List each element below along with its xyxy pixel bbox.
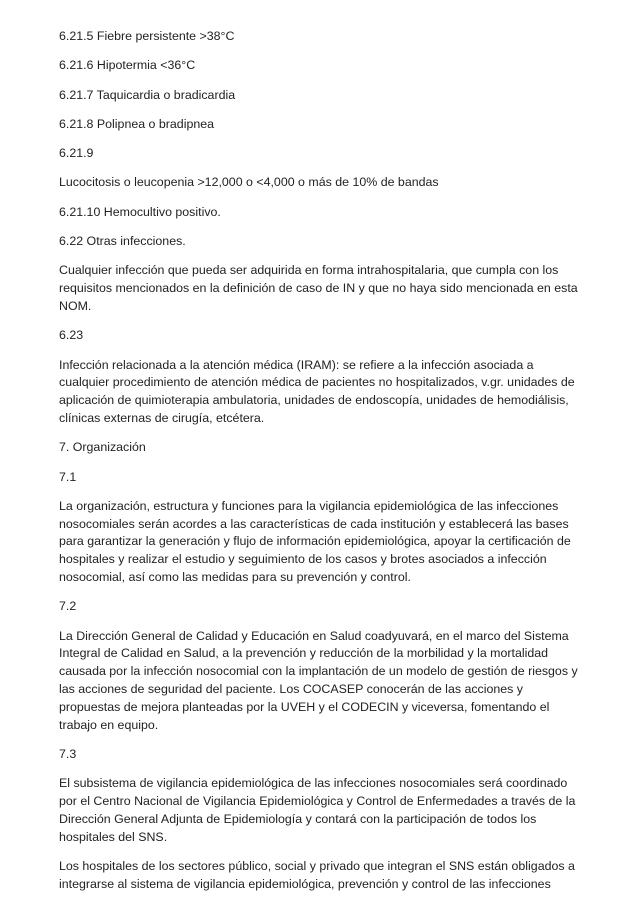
item-6-21-8: 6.21.8 Polipnea o bradipnea — [59, 116, 215, 131]
item-6-21-9-text: Lucocitosis o leucopenia >12,000 o <4,000 o más de 10% de bandas — [59, 175, 439, 190]
item-6-21-6: 6.21.6 Hipotermia <36°C — [59, 58, 196, 73]
section-7-3-number: 7.3 — [59, 746, 77, 761]
section-6-22-text: Cualquier infección que pueda ser adquirida en forma intrahospitalaria, que cumpla con los requisitos mencionados en la definición de caso de IN y que no haya sido mencionada en esta NOM. — [59, 263, 578, 313]
section-7-1-text: La organización, estructura y funciones para la vigilancia epidemiológica de las infecciones nosocomiales serán acordes a las características de cada institución y establecerá las bases para garantizar la generación y flujo de información epidemiológica, apoyar la certificación de hospitales y realizar el estudio y seguimiento de los casos y brotes asociados a infección nosocomial, así como las medidas para su prevención y control. — [59, 498, 571, 585]
item-6-21-10: 6.21.10 Hemocultivo positivo. — [59, 204, 221, 219]
section-7-heading: 7. Organización — [59, 440, 146, 455]
section-6-22-heading: 6.22 Otras infecciones. — [59, 234, 186, 249]
section-6-23-text: Infección relacionada a la atención médica (IRAM): se refiere a la infección asociada a cualquier procedimiento de atención médica de pacientes no hospitalizados, v.gr. unidades de aplicación de quimioterapia ambulatoria, unidades de endoscopía, unidades de hemodiálisis, clínicas externas de cirugía, etcétera. — [59, 357, 575, 425]
document-page — [59, 28, 579, 905]
section-7-3-continuation: Los hospitales de los sectores público, social y privado que integran el SNS están obligados a integrarse al sistema de vigilancia epidemiológica, prevención y control de las infecciones — [59, 858, 575, 891]
section-7-3-text: El subsistema de vigilancia epidemiológica de las infecciones nosocomiales será coordinado por el Centro Nacional de Vigilancia Epidemiológica y Control de Enfermedades a través de la Dirección General Adjunta de Epidemiología y contará con la participación de todos los hospitales del SNS. — [59, 776, 576, 844]
item-6-21-5: 6.21.5 Fiebre persistente >38°C — [59, 29, 235, 43]
section-7-2-number: 7.2 — [59, 599, 77, 614]
item-6-21-9-number: 6.21.9 — [59, 146, 94, 161]
section-7-1-number: 7.1 — [59, 469, 77, 484]
section-6-23-number: 6.23 — [59, 328, 84, 343]
item-6-21-7: 6.21.7 Taquicardia o bradicardia — [59, 87, 236, 102]
section-7-2-text: La Dirección General de Calidad y Educación en Salud coadyuvará, en el marco del Sistema Integral de Calidad en Salud, a la prevención y reducción de la morbilidad y la mortalidad causada por la infección nosocomial con la implantación de un modelo de gestión de riesgos y las acciones de seguridad del paciente. Los COCASEP conocerán de las acciones y propuestas de mejora planteadas por la UVEH y el CODECIN y viceversa, fomentando el trabajo en equipo. — [59, 628, 578, 732]
